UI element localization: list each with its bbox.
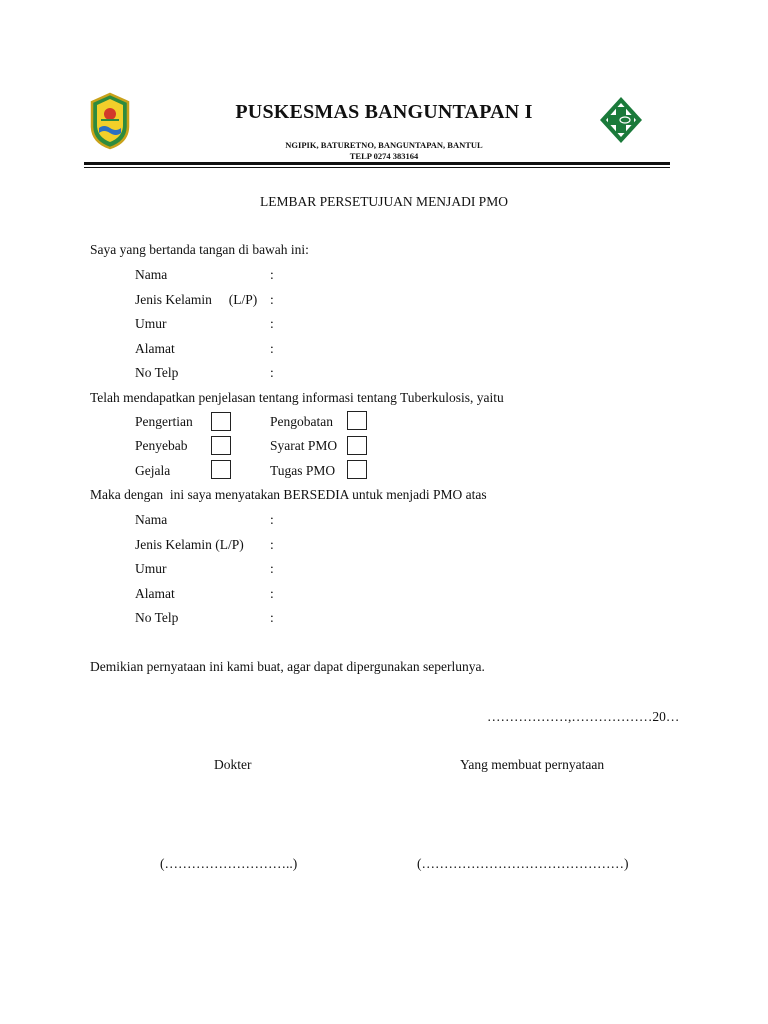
document-title: LEMBAR PERSETUJUAN MENJADI PMO [260,194,508,209]
signature-title-declarant: Yang membuat pernyataan [460,757,605,772]
field-colon: : [270,512,274,527]
org-phone: TELP 0274 383164 [349,151,419,161]
checklist-label-tugas-pmo: Tugas PMO [270,463,336,478]
pmo-field-label-jenis-kelamin: Jenis Kelamin (L/P) [135,537,244,552]
date-line: ………………,………………20… [487,709,680,724]
signature-title-dokter: Dokter [214,757,252,772]
header-rule-thin [84,167,670,168]
field-colon: : [270,610,274,625]
checkbox-tugas-pmo[interactable] [347,460,367,479]
checkbox-pengobatan[interactable] [347,411,367,430]
field-label-alamat: Alamat [135,341,175,356]
field-colon: : [270,316,274,331]
intro-text: Saya yang bertanda tangan di bawah ini: [90,242,309,257]
checkbox-pengertian[interactable] [211,412,231,431]
field-label-jenis-kelamin: Jenis Kelamin (L/P) [135,292,258,307]
field-colon: : [270,267,274,282]
checkbox-syarat-pmo[interactable] [347,436,367,455]
info-text: Telah mendapatkan penjelasan tentang informasi tentang Tuberkulosis, yaitu [90,390,504,405]
checklist-label-penyebab: Penyebab [135,438,188,453]
signature-line-declarant: (………………………………………) [417,856,629,871]
signature-line-dokter: (………………………..) [160,856,298,871]
org-name: PUSKESMAS BANGUNTAPAN I [235,101,533,123]
field-colon: : [270,561,274,576]
field-colon: : [270,292,274,307]
checkbox-gejala[interactable] [211,460,231,479]
consent-text: Maka dengan ini saya menyatakan BERSEDIA untuk menjadi PMO atas [90,487,487,502]
checklist-label-gejala: Gejala [135,463,171,478]
field-label-nama: Nama [135,267,168,282]
header-rule-thick [84,162,670,165]
checkbox-penyebab[interactable] [211,436,231,455]
checklist-label-pengertian: Pengertian [135,414,193,429]
checklist-label-pengobatan: Pengobatan [270,414,333,429]
field-colon: : [270,586,274,601]
field-label-umur: Umur [135,316,167,331]
checklist-label-syarat-pmo: Syarat PMO [270,438,338,453]
field-colon: : [270,341,274,356]
pmo-field-label-umur: Umur [135,561,167,576]
org-address: NGIPIK, BATURETNO, BANGUNTAPAN, BANTUL [285,140,483,150]
puskesmas-logo [596,93,646,147]
pmo-field-label-nama: Nama [135,512,168,527]
field-colon: : [270,537,274,552]
field-colon: : [270,365,274,380]
pmo-field-label-no-telp: No Telp [135,610,179,625]
field-label-no-telp: No Telp [135,365,179,380]
closing-text: Demikian pernyataan ini kami buat, agar dapat dipergunakan seperlunya. [90,659,485,674]
pmo-field-label-alamat: Alamat [135,586,175,601]
